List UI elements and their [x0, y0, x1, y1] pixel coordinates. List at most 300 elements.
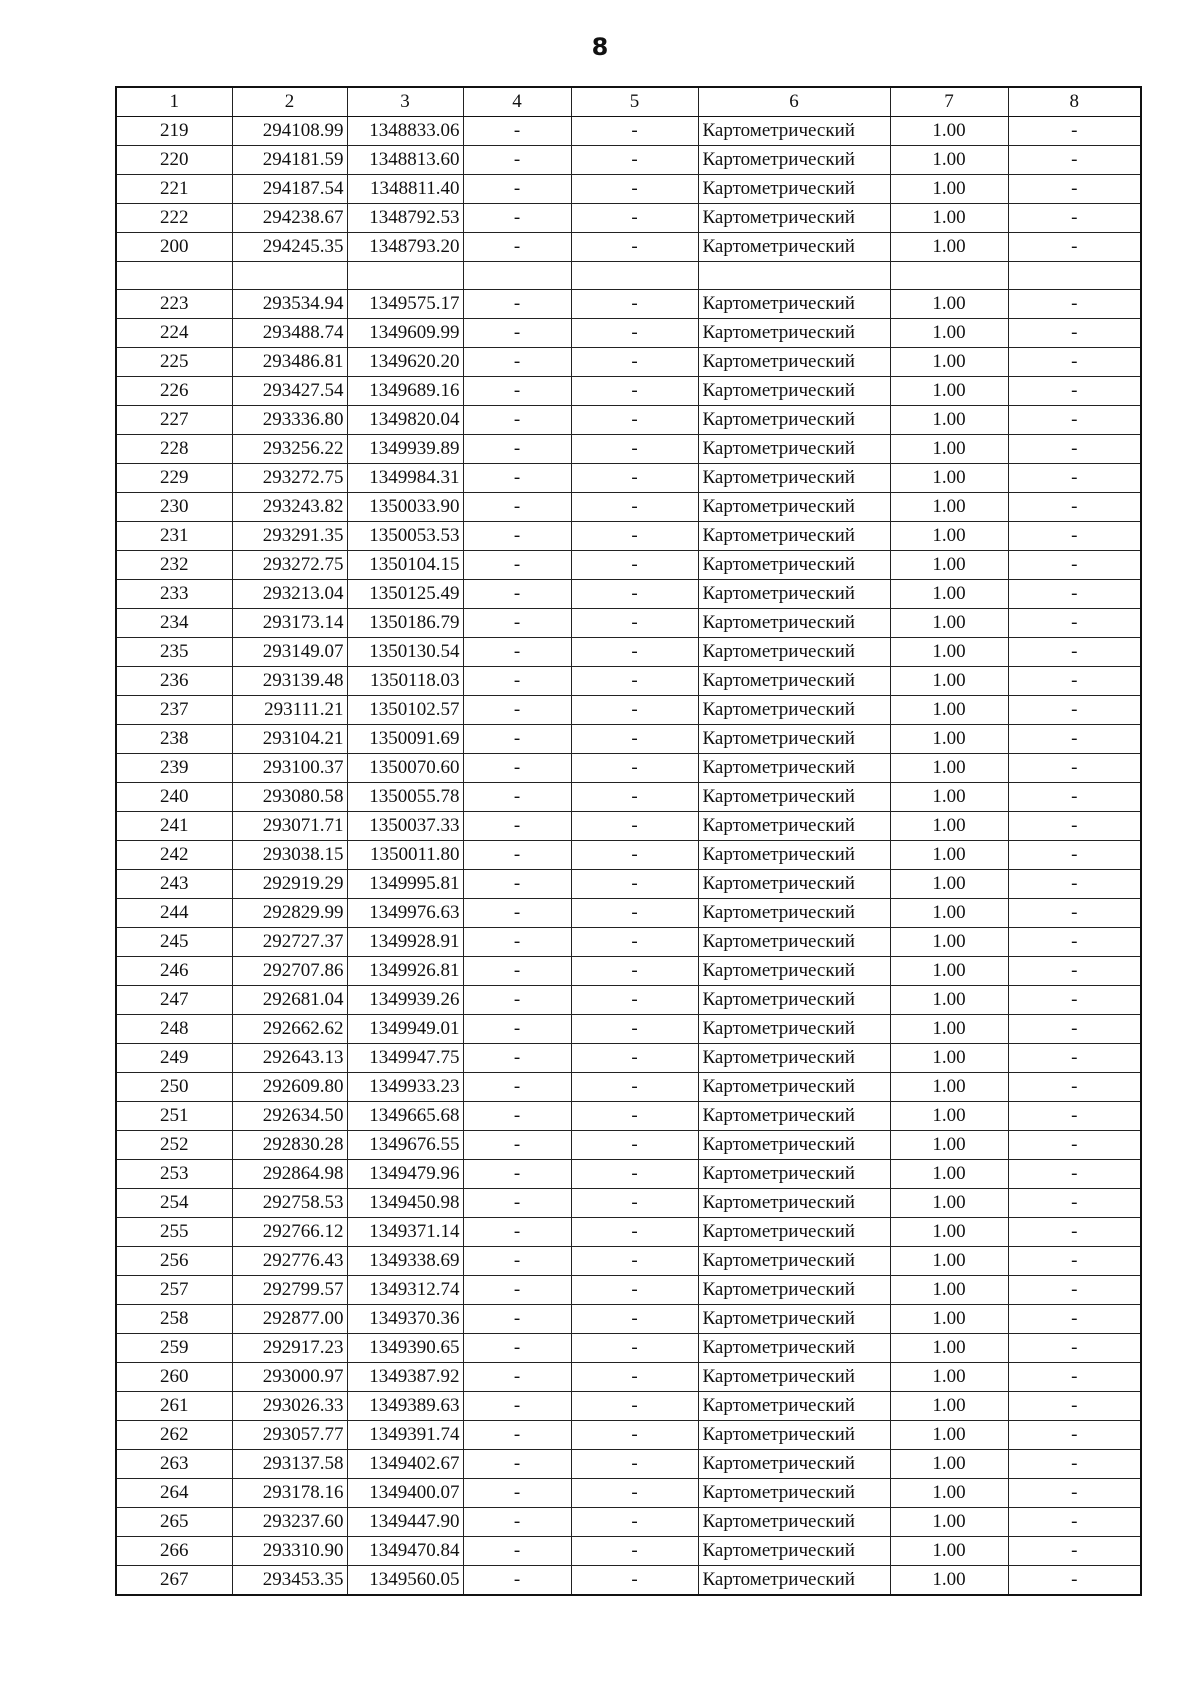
cell-col-8: - [1008, 551, 1141, 580]
table-row [116, 1363, 1141, 1392]
table-row [116, 348, 1141, 377]
cell-coord-y: 1348793.20 [347, 233, 463, 262]
table-row [116, 1160, 1141, 1189]
cell-col-8: - [1008, 233, 1141, 262]
cell-accuracy: 1.00 [890, 1131, 1008, 1160]
cell-col-8: - [1008, 638, 1141, 667]
cell-method: Картометрический [698, 957, 890, 986]
cell-coord-y: 1350118.03 [347, 667, 463, 696]
cell-col-5 [571, 262, 698, 290]
cell-coord-y: 1349387.92 [347, 1363, 463, 1392]
cell-col-5: - [571, 754, 698, 783]
cell-col-5: - [571, 377, 698, 406]
cell-coord-x: 293149.07 [232, 638, 347, 667]
cell-method: Картометрический [698, 1305, 890, 1334]
cell-point-number: 262 [116, 1421, 232, 1450]
cell-col-8: - [1008, 1305, 1141, 1334]
cell-coord-y: 1349370.36 [347, 1305, 463, 1334]
cell-coord-y: 1349928.91 [347, 928, 463, 957]
cell-accuracy: 1.00 [890, 841, 1008, 870]
cell-col-4: - [463, 1189, 571, 1218]
cell-col-4: - [463, 1537, 571, 1566]
cell-point-number: 264 [116, 1479, 232, 1508]
cell-coord-x: 292634.50 [232, 1102, 347, 1131]
cell-col-5: - [571, 1015, 698, 1044]
table-header-row [116, 87, 1141, 117]
cell-col-8: - [1008, 696, 1141, 725]
cell-col-4: - [463, 1334, 571, 1363]
cell-coord-x: 294245.35 [232, 233, 347, 262]
cell-col-5: - [571, 783, 698, 812]
cell-coord-y: 1349939.89 [347, 435, 463, 464]
cell-coord-x: 293256.22 [232, 435, 347, 464]
cell-coord-y: 1350104.15 [347, 551, 463, 580]
cell-point-number: 226 [116, 377, 232, 406]
cell-method: Картометрический [698, 870, 890, 899]
table-row [116, 204, 1141, 233]
cell-col-4: - [463, 580, 571, 609]
cell-coord-y: 1349447.90 [347, 1508, 463, 1537]
cell-coord-x: 293057.77 [232, 1421, 347, 1450]
cell-accuracy: 1.00 [890, 1508, 1008, 1537]
cell-col-5: - [571, 928, 698, 957]
cell-point-number: 259 [116, 1334, 232, 1363]
cell-accuracy: 1.00 [890, 986, 1008, 1015]
cell-col-8: - [1008, 377, 1141, 406]
cell-point-number: 265 [116, 1508, 232, 1537]
cell-point-number: 221 [116, 175, 232, 204]
header-cell-5: 5 [571, 87, 698, 117]
table-row [116, 1102, 1141, 1131]
cell-col-5: - [571, 870, 698, 899]
table-row [116, 1073, 1141, 1102]
cell-point-number: 233 [116, 580, 232, 609]
cell-coord-x: 293336.80 [232, 406, 347, 435]
cell-col-5: - [571, 812, 698, 841]
cell-coord-y: 1349689.16 [347, 377, 463, 406]
cell-col-5: - [571, 406, 698, 435]
cell-col-4: - [463, 696, 571, 725]
cell-col-4: - [463, 175, 571, 204]
cell-point-number: 239 [116, 754, 232, 783]
cell-col-8: - [1008, 841, 1141, 870]
cell-accuracy: 1.00 [890, 464, 1008, 493]
cell-coord-x: 294187.54 [232, 175, 347, 204]
cell-accuracy: 1.00 [890, 638, 1008, 667]
cell-accuracy: 1.00 [890, 1160, 1008, 1189]
cell-accuracy: 1.00 [890, 319, 1008, 348]
cell-coord-x: 293000.97 [232, 1363, 347, 1392]
cell-col-8: - [1008, 1102, 1141, 1131]
cell-accuracy: 1.00 [890, 551, 1008, 580]
cell-coord-y: 1349620.20 [347, 348, 463, 377]
table-row [116, 464, 1141, 493]
cell-col-5: - [571, 1566, 698, 1596]
cell-coord-x: 292727.37 [232, 928, 347, 957]
cell-point-number: 253 [116, 1160, 232, 1189]
cell-coord-y: 1350130.54 [347, 638, 463, 667]
cell-point-number: 219 [116, 117, 232, 146]
cell-col-4: - [463, 1421, 571, 1450]
table-row [116, 1189, 1141, 1218]
cell-point-number: 224 [116, 319, 232, 348]
cell-method: Картометрический [698, 464, 890, 493]
cell-point-number: 267 [116, 1566, 232, 1596]
cell-accuracy: 1.00 [890, 1102, 1008, 1131]
cell-accuracy: 1.00 [890, 1392, 1008, 1421]
cell-coord-x: 292799.57 [232, 1276, 347, 1305]
cell-coord-y: 1349820.04 [347, 406, 463, 435]
cell-col-5: - [571, 1334, 698, 1363]
cell-method: Картометрический [698, 1102, 890, 1131]
cell-coord-x: 292919.29 [232, 870, 347, 899]
cell-accuracy: 1.00 [890, 1218, 1008, 1247]
cell-coord-y: 1349450.98 [347, 1189, 463, 1218]
cell-method: Картометрический [698, 551, 890, 580]
cell-method: Картометрический [698, 204, 890, 233]
cell-col-8: - [1008, 754, 1141, 783]
cell-point-number: 222 [116, 204, 232, 233]
cell-accuracy: 1.00 [890, 609, 1008, 638]
cell-col-5: - [571, 1160, 698, 1189]
cell-col-5: - [571, 1305, 698, 1334]
cell-accuracy: 1.00 [890, 493, 1008, 522]
cell-coord-x: 293178.16 [232, 1479, 347, 1508]
cell-coord-x: 293272.75 [232, 551, 347, 580]
cell-col-8: - [1008, 522, 1141, 551]
cell-col-8: - [1008, 986, 1141, 1015]
cell-coord-x: 293137.58 [232, 1450, 347, 1479]
cell-coord-x: 293272.75 [232, 464, 347, 493]
cell-method: Картометрический [698, 175, 890, 204]
table-row [116, 1334, 1141, 1363]
cell-coord-y: 1349470.84 [347, 1537, 463, 1566]
cell-col-8: - [1008, 812, 1141, 841]
cell-accuracy: 1.00 [890, 957, 1008, 986]
cell-coord-y: 1349389.63 [347, 1392, 463, 1421]
cell-coord-x: 293026.33 [232, 1392, 347, 1421]
cell-col-8: - [1008, 1073, 1141, 1102]
cell-method: Картометрический [698, 1073, 890, 1102]
table-row [116, 725, 1141, 754]
cell-method: Картометрический [698, 406, 890, 435]
cell-method: Картометрический [698, 146, 890, 175]
cell-coord-y: 1349338.69 [347, 1247, 463, 1276]
cell-accuracy: 1.00 [890, 725, 1008, 754]
cell-coord-x: 293173.14 [232, 609, 347, 638]
cell-col-5: - [571, 146, 698, 175]
cell-accuracy: 1.00 [890, 290, 1008, 319]
cell-coord-x: 293243.82 [232, 493, 347, 522]
table-row [116, 175, 1141, 204]
cell-coord-x: 292766.12 [232, 1218, 347, 1247]
cell-col-5: - [571, 841, 698, 870]
cell-col-5: - [571, 1479, 698, 1508]
cell-col-4: - [463, 1160, 571, 1189]
cell-col-8: - [1008, 348, 1141, 377]
cell-col-8: - [1008, 1015, 1141, 1044]
cell-coord-x: 293534.94 [232, 290, 347, 319]
cell-col-4: - [463, 233, 571, 262]
cell-method [698, 262, 890, 290]
header-cell-2: 2 [232, 87, 347, 117]
table-row [116, 1276, 1141, 1305]
cell-col-4: - [463, 1073, 571, 1102]
cell-col-5: - [571, 1421, 698, 1450]
cell-col-4: - [463, 377, 571, 406]
cell-col-5: - [571, 1392, 698, 1421]
cell-col-5: - [571, 638, 698, 667]
cell-col-8: - [1008, 1363, 1141, 1392]
cell-accuracy: 1.00 [890, 146, 1008, 175]
cell-coord-x: 292917.23 [232, 1334, 347, 1363]
cell-col-4: - [463, 1044, 571, 1073]
cell-point-number: 260 [116, 1363, 232, 1392]
cell-coord-y: 1349665.68 [347, 1102, 463, 1131]
cell-col-4: - [463, 117, 571, 146]
cell-point-number: 235 [116, 638, 232, 667]
cell-accuracy: 1.00 [890, 696, 1008, 725]
cell-coord-x: 292830.28 [232, 1131, 347, 1160]
cell-method: Картометрический [698, 1131, 890, 1160]
cell-col-5: - [571, 1276, 698, 1305]
cell-col-4: - [463, 725, 571, 754]
cell-col-8: - [1008, 783, 1141, 812]
cell-accuracy: 1.00 [890, 406, 1008, 435]
cell-accuracy [890, 262, 1008, 290]
cell-col-8: - [1008, 870, 1141, 899]
table-row [116, 1044, 1141, 1073]
cell-method: Картометрический [698, 783, 890, 812]
cell-col-8: - [1008, 1392, 1141, 1421]
cell-col-5: - [571, 522, 698, 551]
cell-col-5: - [571, 667, 698, 696]
cell-col-4: - [463, 1363, 571, 1392]
cell-accuracy: 1.00 [890, 1566, 1008, 1596]
cell-coord-y: 1348811.40 [347, 175, 463, 204]
cell-method: Картометрический [698, 1537, 890, 1566]
table-row [116, 957, 1141, 986]
cell-col-4: - [463, 406, 571, 435]
cell-point-number: 228 [116, 435, 232, 464]
cell-point-number: 254 [116, 1189, 232, 1218]
cell-accuracy: 1.00 [890, 1450, 1008, 1479]
cell-accuracy: 1.00 [890, 1363, 1008, 1392]
cell-coord-y [347, 262, 463, 290]
cell-col-5: - [571, 1044, 698, 1073]
cell-col-8: - [1008, 928, 1141, 957]
cell-col-8: - [1008, 1189, 1141, 1218]
cell-method: Картометрический [698, 348, 890, 377]
cell-method: Картометрический [698, 1247, 890, 1276]
cell-col-4: - [463, 522, 571, 551]
cell-coord-x: 292776.43 [232, 1247, 347, 1276]
cell-col-8: - [1008, 319, 1141, 348]
cell-col-4: - [463, 348, 571, 377]
cell-method: Картометрический [698, 638, 890, 667]
cell-coord-y: 1349312.74 [347, 1276, 463, 1305]
cell-col-5: - [571, 1218, 698, 1247]
cell-col-8: - [1008, 435, 1141, 464]
cell-coord-x: 293213.04 [232, 580, 347, 609]
cell-col-4: - [463, 1566, 571, 1596]
cell-col-4: - [463, 204, 571, 233]
cell-point-number: 251 [116, 1102, 232, 1131]
cell-col-8: - [1008, 290, 1141, 319]
cell-coord-y: 1349676.55 [347, 1131, 463, 1160]
cell-coord-x [232, 262, 347, 290]
cell-accuracy: 1.00 [890, 348, 1008, 377]
cell-coord-y: 1349575.17 [347, 290, 463, 319]
cell-col-4: - [463, 667, 571, 696]
cell-point-number: 255 [116, 1218, 232, 1247]
cell-col-5: - [571, 175, 698, 204]
cell-point-number: 252 [116, 1131, 232, 1160]
cell-method: Картометрический [698, 812, 890, 841]
cell-col-8: - [1008, 175, 1141, 204]
table-row [116, 696, 1141, 725]
table-row [116, 377, 1141, 406]
cell-coord-y: 1348792.53 [347, 204, 463, 233]
cell-col-5: - [571, 1450, 698, 1479]
cell-col-4: - [463, 464, 571, 493]
table-row [116, 1218, 1141, 1247]
cell-accuracy: 1.00 [890, 1044, 1008, 1073]
cell-method: Картометрический [698, 1044, 890, 1073]
cell-accuracy: 1.00 [890, 870, 1008, 899]
table-row [116, 754, 1141, 783]
cell-method: Картометрический [698, 1363, 890, 1392]
cell-col-8: - [1008, 1044, 1141, 1073]
cell-coord-y: 1349391.74 [347, 1421, 463, 1450]
cell-col-5: - [571, 609, 698, 638]
cell-coord-x: 292662.62 [232, 1015, 347, 1044]
cell-col-4: - [463, 1305, 571, 1334]
cell-col-5: - [571, 493, 698, 522]
cell-col-4: - [463, 290, 571, 319]
cell-accuracy: 1.00 [890, 1073, 1008, 1102]
cell-col-8: - [1008, 667, 1141, 696]
cell-method: Картометрический [698, 233, 890, 262]
cell-col-4: - [463, 1508, 571, 1537]
cell-point-number: 245 [116, 928, 232, 957]
cell-col-4: - [463, 1392, 571, 1421]
cell-col-4: - [463, 812, 571, 841]
cell-method: Картометрический [698, 435, 890, 464]
cell-col-4: - [463, 609, 571, 638]
cell-method: Картометрический [698, 754, 890, 783]
cell-point-number: 236 [116, 667, 232, 696]
cell-col-5: - [571, 290, 698, 319]
cell-col-5: - [571, 957, 698, 986]
cell-coord-y: 1349400.07 [347, 1479, 463, 1508]
cell-accuracy: 1.00 [890, 783, 1008, 812]
cell-point-number: 266 [116, 1537, 232, 1566]
cell-coord-x: 293038.15 [232, 841, 347, 870]
cell-col-5: - [571, 696, 698, 725]
table-row [116, 812, 1141, 841]
cell-col-5: - [571, 986, 698, 1015]
cell-col-4: - [463, 957, 571, 986]
cell-col-4: - [463, 1247, 571, 1276]
cell-method: Картометрический [698, 1160, 890, 1189]
cell-method: Картометрический [698, 1015, 890, 1044]
table-row [116, 493, 1141, 522]
cell-col-8: - [1008, 1421, 1141, 1450]
cell-accuracy: 1.00 [890, 233, 1008, 262]
table-row [116, 1508, 1141, 1537]
cell-accuracy: 1.00 [890, 1537, 1008, 1566]
cell-accuracy: 1.00 [890, 754, 1008, 783]
table-row [116, 870, 1141, 899]
cell-coord-x: 292681.04 [232, 986, 347, 1015]
cell-col-8: - [1008, 1334, 1141, 1363]
table-row [116, 1305, 1141, 1334]
table-row [116, 986, 1141, 1015]
cell-accuracy: 1.00 [890, 1189, 1008, 1218]
cell-coord-x: 292643.13 [232, 1044, 347, 1073]
cell-point-number: 261 [116, 1392, 232, 1421]
cell-col-8: - [1008, 406, 1141, 435]
cell-col-8: - [1008, 117, 1141, 146]
cell-coord-y: 1349560.05 [347, 1566, 463, 1596]
cell-col-8: - [1008, 1479, 1141, 1508]
cell-coord-x: 294238.67 [232, 204, 347, 233]
table-row [116, 1566, 1141, 1596]
cell-method: Картометрический [698, 580, 890, 609]
cell-col-5: - [571, 464, 698, 493]
cell-accuracy: 1.00 [890, 812, 1008, 841]
cell-accuracy: 1.00 [890, 1479, 1008, 1508]
cell-coord-x: 293080.58 [232, 783, 347, 812]
cell-coord-y: 1350091.69 [347, 725, 463, 754]
cell-point-number: 241 [116, 812, 232, 841]
cell-coord-x: 293427.54 [232, 377, 347, 406]
cell-coord-x: 292707.86 [232, 957, 347, 986]
cell-col-5: - [571, 899, 698, 928]
table-row [116, 262, 1141, 290]
cell-col-8: - [1008, 1160, 1141, 1189]
cell-method: Картометрический [698, 899, 890, 928]
table-row [116, 1392, 1141, 1421]
cell-coord-y: 1349371.14 [347, 1218, 463, 1247]
cell-point-number: 250 [116, 1073, 232, 1102]
cell-coord-x: 293291.35 [232, 522, 347, 551]
cell-method: Картометрический [698, 290, 890, 319]
cell-col-4: - [463, 638, 571, 667]
cell-point-number: 256 [116, 1247, 232, 1276]
table-row [116, 1421, 1141, 1450]
cell-point-number: 242 [116, 841, 232, 870]
cell-point-number: 232 [116, 551, 232, 580]
cell-col-5: - [571, 117, 698, 146]
cell-method: Картометрический [698, 928, 890, 957]
page-number: 8 [591, 33, 609, 61]
cell-coord-x: 293486.81 [232, 348, 347, 377]
table-row [116, 667, 1141, 696]
cell-method: Картометрический [698, 493, 890, 522]
cell-coord-x: 292609.80 [232, 1073, 347, 1102]
table-row [116, 290, 1141, 319]
table-row [116, 233, 1141, 262]
table-row [116, 319, 1141, 348]
table-row [116, 435, 1141, 464]
cell-col-8: - [1008, 464, 1141, 493]
cell-method: Картометрический [698, 1276, 890, 1305]
header-cell-3: 3 [347, 87, 463, 117]
cell-method: Картометрический [698, 377, 890, 406]
cell-col-8: - [1008, 1450, 1141, 1479]
